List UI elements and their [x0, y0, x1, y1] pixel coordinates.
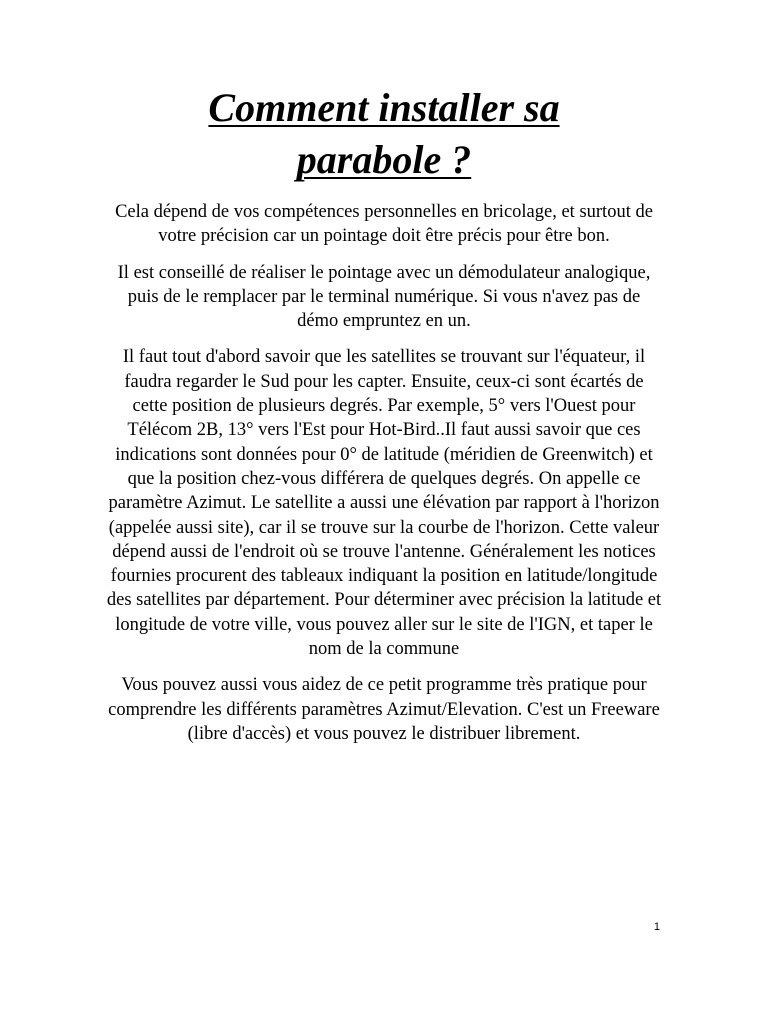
paragraph-2: Il est conseillé de réaliser le pointage avec un démodulateur analogique, puis de le remplacer par le terminal numérique. Si vous n'avez pas de démo empruntez en un.: [117, 262, 651, 332]
paragraph-3: Il faut tout d'abord savoir que les satellites se trouvant sur l'équateur, il faudra regarder le Sud pour les capter. Ensuite, ceux-ci sont écartés de cette position de plusieurs degrés. Par exemple, 5° vers l'Ouest pour Télécom 2B, 13° vers l'Est pour Hot-Bird..Il faut aussi savoir que ces indications sont données pour 0° de latitude (méridien de Greenwitch) et que la position chez-vous différera de quelques degrés. On appelle ce paramètre Azimut. Le satellite a aussi une élévation par rapport à l'horizon (appelée aussi site), car il se trouve sur la courbe de l'horizon. Cette valeur dépend aussi de l'endroit où se trouve l'antenne. Généralement les notices fournies procurent des tableaux indiquant la position en latitude/longitude des satellites par département. Pour déterminer avec précision la latitude et longitude de votre ville, vous pouvez aller sur le site de l'IGN, et taper le nom de la commune: [106, 347, 662, 660]
paragraph-4: Vous pouvez aussi vous aidez de ce petit programme très pratique pour comprendre les différents paramètres Azimut/Elevation. C'est un Freeware (libre d'accès) et vous pouvez le distribuer librement.: [108, 675, 660, 744]
page-number: 1: [653, 921, 660, 933]
title-line-1: Comment installer sa: [208, 85, 560, 130]
page-title: [100, 82, 668, 186]
document-body: [106, 200, 662, 758]
paragraph-1: Cela dépend de vos compétences personnelles en bricolage, et surtout de votre précision car un pointage doit être précis pour être bon.: [115, 202, 653, 247]
title-line-2: parabole ?: [296, 137, 472, 182]
